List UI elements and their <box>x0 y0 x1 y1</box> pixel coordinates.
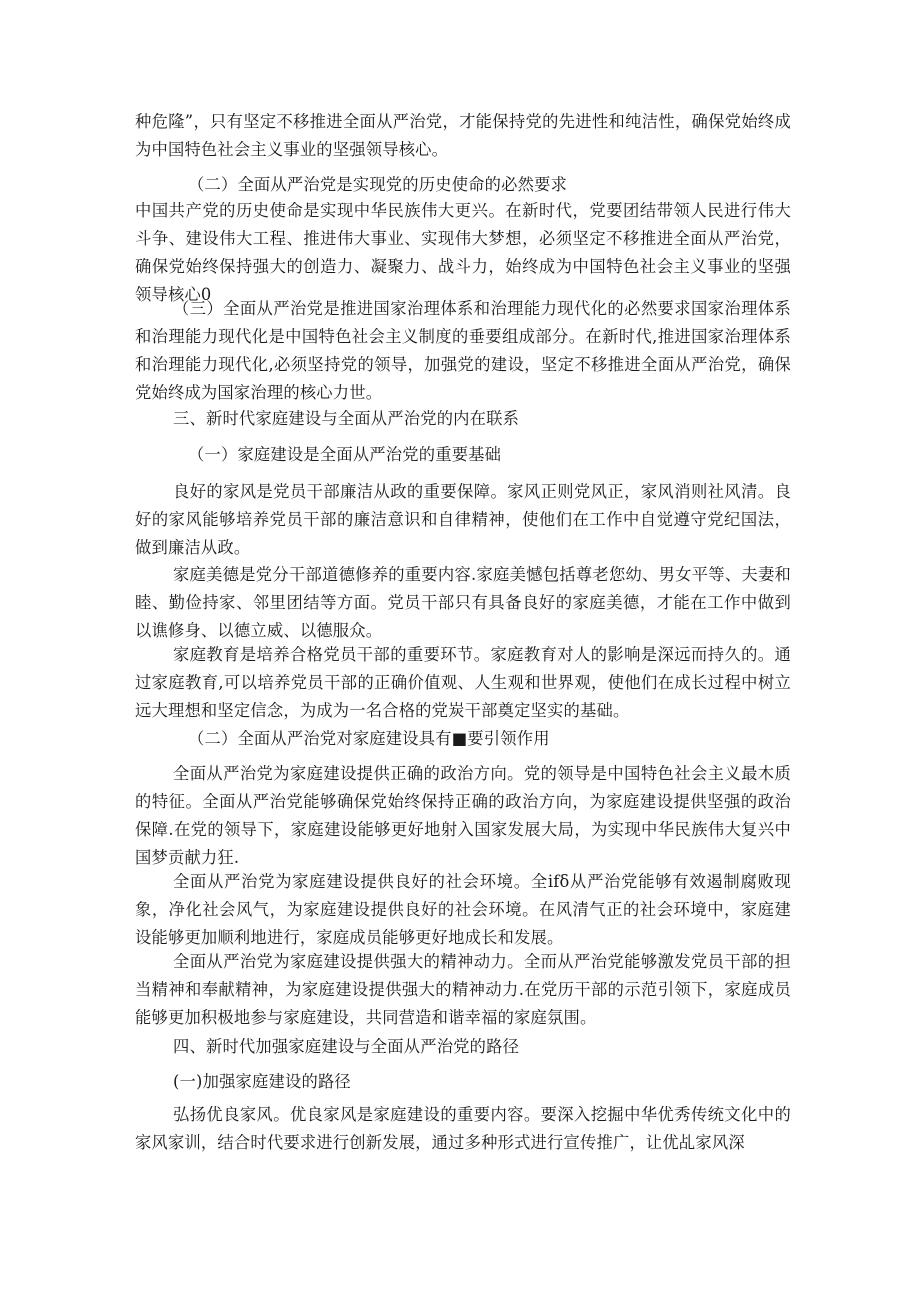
paragraph-p2: 中国共产党的历史使命是实现中华民族伟大更兴。在新时代，党要团结带领人民进行伟大斗争、建设伟大工程、推进伟大事业、实现伟大梦想，必须坚定不移推进全面从严治党，确保党始终保持强大的创造力、凝聚力、战斗力，始终成为中国特色社会主义事业的坚强领导核心0 <box>135 201 791 304</box>
paragraph-p1: 种危隆”，只有坚定不移推进全面从严治党，才能保持党的先进性和纯洁性，确保党始终成为中国特色社会主义事业的坚强领导核心。 <box>135 112 791 159</box>
paragraph-p8: 全面从严治党为家庭建设提供良好的社会环境。全ifδ从严治党能够有效遏制腐败现象，净化社会风气，为家庭建设提供良好的社会环境。在风清气正的社会环境中，家庭建设能够更加顺利地进行，家庭成员能够更好地成长和发展。 <box>135 872 791 947</box>
section-heading-4-1: (一)加强家庭建设的路径 <box>173 1072 351 1091</box>
chapter-heading-3: 三、新时代家庭建设与全面从严治党的内在联系 <box>173 409 520 428</box>
paragraph-p3: （三）全面从严治党是推进国家治理体系和治理能力现代化的必然要求国家治理体系和治理能力现代化是中国特色社会主义制度的垂要组成部分。在新时代,推进国家治理体系和治理能力现代化,必须坚持党的领导，加强党的建设，坚定不移推进全面从严治党，确保党始终成为国家治理的核心力世。 <box>135 299 791 402</box>
paragraph-p5: 家庭美德是党分干部道德修养的重要内容.家庭美憾包括尊老您幼、男女平等、夫妻和睦、勤俭持家、邻里团结等方面。党员干部只有具备良好的家庭美德，才能在工作中做到以谯修身、以德立威、以德服众。 <box>135 565 791 640</box>
section-heading-3-1: （一）家庭建设是全面从严治党的重要基础 <box>188 445 502 464</box>
section-heading-2-2: （二）全面从严治党是实现党的历史使命的必然要求 <box>188 175 568 194</box>
paragraph-p9: 全面从严治党为家庭建设提供强大的精神动力。全而从严治党能够激发党员干部的担当精神和奉献精神，为家庭建设提供强大的精神动力.在党历干部的示范引领下，家庭成员能够更加积极地参与家庭建设，共同营造和谐幸福的家庭氛围。 <box>135 952 791 1027</box>
chapter-heading-4: 四、新时代加强家庭建设与全面从严治党的路径 <box>173 1037 520 1056</box>
paragraph-p6: 家庭教育是培养合格党员干部的重要环节。家庭教育对人的影响是深远而持久的。通过家庭教育,可以培养党员干部的正确价值观、人生观和世界观，使他们在成长过程中树立远大理想和坚定信念，为成为一名合格的党炭干部奠定坚实的基础。 <box>135 645 791 720</box>
section-heading-3-2: （二）全面从严治党对家庭建设具有■要引领作用 <box>188 729 550 748</box>
paragraph-p7: 全面从严治党为家庭建设提供正确的政治方向。党的领导是中国特色社会主义最木质的特征。全面从严治党能够确保党始终保持正确的政治方向，为家庭建设提供坚强的政治保障.在党的领导下，家庭建设能够更好地射入国家发展大局，为实现中华民族伟大复兴中国梦贡献力狂. <box>135 764 791 867</box>
paragraph-p4: 良好的家风是党员干部廉洁从政的重要保障。家风正则党风正，家风消则社风清。良好的家风能够培养党员干部的廉洁意识和自律精神，使他们在工作中自觉遵守党纪国法，做到廉洁从政。 <box>135 482 791 557</box>
paragraph-p10: 弘扬优良家风。优良家风是家庭建设的重要内容。要深入挖掘中华优秀传统文化中的家风家训，结合时代要求进行创新发展，通过多种形式进行宣传推广，让优乩家风深 <box>135 1105 791 1152</box>
